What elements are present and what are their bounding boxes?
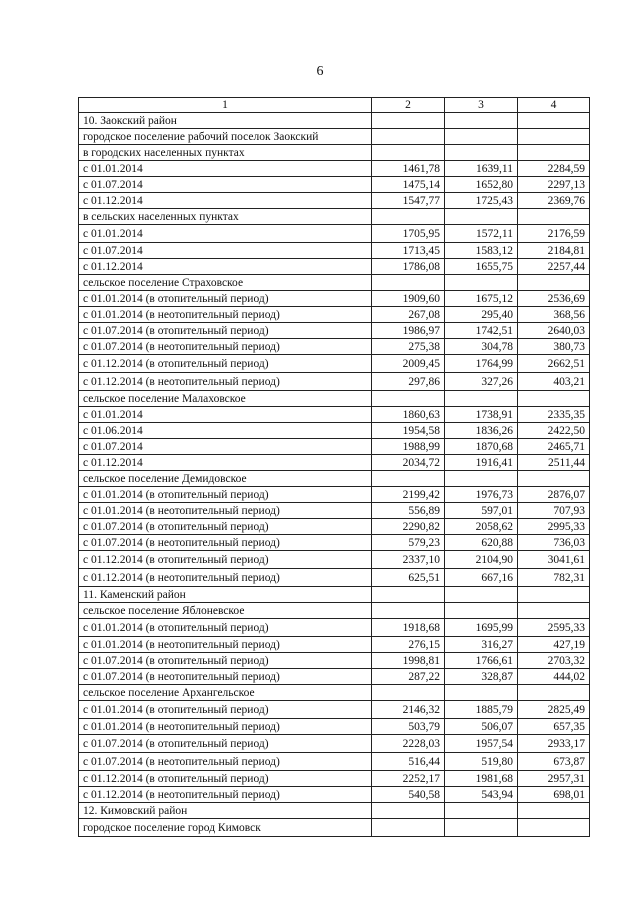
value-cell-col2 [372,603,445,619]
value-cell-col3: 1764,99 [445,355,518,373]
row-label-cell: в сельских населенных пунктах [79,209,372,225]
value-cell-col2: 2290,82 [372,519,445,535]
table-row [79,771,590,787]
value-cell-col4: 380,73 [518,339,590,355]
row-label-cell: с 01.07.2014 (в отопительный период) [79,323,372,339]
value-cell-col2: 297,86 [372,373,445,391]
value-cell-col3 [445,129,518,145]
value-cell-col4: 2284,59 [518,161,590,177]
value-cell-col4: 2640,03 [518,323,590,339]
table-row [79,587,590,603]
value-cell-col3: 597,01 [445,503,518,519]
value-cell-col3: 1836,26 [445,423,518,439]
value-cell-col4: 2184,81 [518,243,590,259]
value-cell-col4: 2335,35 [518,407,590,423]
row-label-cell: с 01.12.2014 [79,259,372,275]
table-row [79,407,590,423]
value-cell-col4: 2995,33 [518,519,590,535]
header-cell-3: 3 [445,98,518,113]
table-row [79,423,590,439]
value-cell-col3 [445,685,518,701]
table-row [79,471,590,487]
value-cell-col3 [445,819,518,837]
row-label-cell: городское поселение город Кимовск [79,819,372,837]
value-cell-col4: 2703,32 [518,653,590,669]
row-label-cell: с 01.01.2014 [79,225,372,243]
value-cell-col4: 2297,13 [518,177,590,193]
row-label-cell: с 01.12.2014 (в неотопительный период) [79,373,372,391]
value-cell-col2: 540,58 [372,787,445,803]
value-cell-col4: 657,35 [518,719,590,735]
value-cell-col4: 403,21 [518,373,590,391]
value-cell-col2: 2009,45 [372,355,445,373]
table-row [79,669,590,685]
row-label-cell: с 01.07.2014 (в неотопительный период) [79,535,372,551]
value-cell-col2: 2146,32 [372,701,445,719]
table-row [79,487,590,503]
row-label-cell: с 01.07.2014 [79,243,372,259]
row-label-cell: с 01.07.2014 (в неотопительный период) [79,339,372,355]
row-label-cell: с 01.01.2014 (в отопительный период) [79,701,372,719]
value-cell-col3 [445,209,518,225]
value-cell-col2 [372,819,445,837]
value-cell-col2: 516,44 [372,753,445,771]
header-cell-2: 2 [372,98,445,113]
value-cell-col2 [372,145,445,161]
value-cell-col4: 2465,71 [518,439,590,455]
value-cell-col2 [372,391,445,407]
table-row [79,503,590,519]
row-label-cell: сельское поселение Яблоневское [79,603,372,619]
row-label-cell: 10. Заокский район [79,113,372,129]
value-cell-col2 [372,209,445,225]
value-cell-col2: 1988,99 [372,439,445,455]
table-row [79,339,590,355]
row-label-cell: с 01.12.2014 (в отопительный период) [79,551,372,569]
row-label-cell: с 01.01.2014 (в отопительный период) [79,487,372,503]
value-cell-col2: 1547,77 [372,193,445,209]
row-label-cell: в городских населенных пунктах [79,145,372,161]
value-cell-col3: 1916,41 [445,455,518,471]
value-cell-col4 [518,471,590,487]
value-cell-col4: 2257,44 [518,259,590,275]
table-row [79,307,590,323]
value-cell-col4: 782,31 [518,569,590,587]
value-cell-col3: 506,07 [445,719,518,735]
value-cell-col2: 2252,17 [372,771,445,787]
table-row [79,803,590,819]
tariff-table-body [79,98,590,837]
row-label-cell: сельское поселение Архангельское [79,685,372,701]
table-row [79,519,590,535]
table-row [79,323,590,339]
table-row [79,701,590,719]
value-cell-col2 [372,685,445,701]
row-label-cell: 11. Каменский район [79,587,372,603]
row-label-cell: с 01.07.2014 (в отопительный период) [79,735,372,753]
header-cell-1: 1 [79,98,372,113]
table-row [79,569,590,587]
table-row [79,275,590,291]
table-row [79,787,590,803]
value-cell-col2: 2228,03 [372,735,445,753]
value-cell-col2: 625,51 [372,569,445,587]
value-cell-col3: 1870,68 [445,439,518,455]
row-label-cell: с 01.12.2014 (в неотопительный период) [79,787,372,803]
table-row [79,439,590,455]
row-label-cell: с 01.07.2014 (в отопительный период) [79,519,372,535]
value-cell-col3 [445,113,518,129]
table-row [79,603,590,619]
value-cell-col2: 1713,45 [372,243,445,259]
value-cell-col3: 1652,80 [445,177,518,193]
value-cell-col4: 2662,51 [518,355,590,373]
table-row [79,145,590,161]
value-cell-col4: 2957,31 [518,771,590,787]
value-cell-col2: 1909,60 [372,291,445,307]
row-label-cell: городское поселение рабочий поселок Заокский [79,129,372,145]
value-cell-col3: 1742,51 [445,323,518,339]
value-cell-col4: 2876,07 [518,487,590,503]
value-cell-col4 [518,603,590,619]
value-cell-col4: 2511,44 [518,455,590,471]
value-cell-col2: 1986,97 [372,323,445,339]
value-cell-col4 [518,145,590,161]
row-label-cell: сельское поселение Страховское [79,275,372,291]
value-cell-col2: 276,15 [372,637,445,653]
value-cell-col3: 304,78 [445,339,518,355]
value-cell-col4 [518,275,590,291]
row-label-cell: с 01.12.2014 (в отопительный период) [79,355,372,373]
value-cell-col2 [372,129,445,145]
value-cell-col3: 1766,61 [445,653,518,669]
value-cell-col2 [372,803,445,819]
value-cell-col3: 1639,11 [445,161,518,177]
value-cell-col2: 1998,81 [372,653,445,669]
value-cell-col3: 1655,75 [445,259,518,275]
value-cell-col2 [372,587,445,603]
row-label-cell: 12. Кимовский район [79,803,372,819]
page-number: 6 [316,64,324,79]
table-row [79,193,590,209]
value-cell-col4 [518,113,590,129]
row-label-cell: с 01.01.2014 [79,407,372,423]
value-cell-col2: 1475,14 [372,177,445,193]
row-label-cell: с 01.01.2014 [79,161,372,177]
table-row [79,637,590,653]
value-cell-col3: 316,27 [445,637,518,653]
value-cell-col3: 519,80 [445,753,518,771]
table-row [79,535,590,551]
value-cell-col3 [445,471,518,487]
value-cell-col3: 1976,73 [445,487,518,503]
row-label-cell: сельское поселение Демидовское [79,471,372,487]
value-cell-col4: 444,02 [518,669,590,685]
value-cell-col4: 673,87 [518,753,590,771]
row-label-cell: с 01.01.2014 (в неотопительный период) [79,719,372,735]
table-row [79,209,590,225]
value-cell-col3: 2058,62 [445,519,518,535]
row-label-cell: сельское поселение Малаховское [79,391,372,407]
value-cell-col3: 328,87 [445,669,518,685]
row-label-cell: с 01.07.2014 (в неотопительный период) [79,753,372,771]
value-cell-col2: 2199,42 [372,487,445,503]
value-cell-col4: 2369,76 [518,193,590,209]
value-cell-col4: 698,01 [518,787,590,803]
table-row [79,161,590,177]
value-cell-col3: 327,26 [445,373,518,391]
value-cell-col4: 707,93 [518,503,590,519]
row-label-cell: с 01.07.2014 (в отопительный период) [79,653,372,669]
row-label-cell: с 01.01.2014 (в неотопительный период) [79,307,372,323]
row-label-cell: с 01.12.2014 (в отопительный период) [79,771,372,787]
table-row [79,685,590,701]
value-cell-col3: 667,16 [445,569,518,587]
table-row [79,753,590,771]
value-cell-col2: 579,23 [372,535,445,551]
table-row [79,455,590,471]
value-cell-col3 [445,391,518,407]
value-cell-col2 [372,113,445,129]
row-label-cell: с 01.01.2014 (в отопительный период) [79,291,372,307]
value-cell-col4: 3041,61 [518,551,590,569]
table-row [79,113,590,129]
row-label-cell: с 01.12.2014 [79,455,372,471]
value-cell-col4: 2422,50 [518,423,590,439]
value-cell-col4 [518,819,590,837]
table-row [79,243,590,259]
table-row [79,373,590,391]
value-cell-col2: 2337,10 [372,551,445,569]
value-cell-col4: 736,03 [518,535,590,551]
value-cell-col2: 1461,78 [372,161,445,177]
table-row [79,551,590,569]
value-cell-col2: 267,08 [372,307,445,323]
row-label-cell: с 01.01.2014 (в отопительный период) [79,619,372,637]
table-row [79,291,590,307]
table-row [79,391,590,407]
value-cell-col4 [518,129,590,145]
header-cell-4: 4 [518,98,590,113]
value-cell-col2: 1705,95 [372,225,445,243]
value-cell-col3: 1885,79 [445,701,518,719]
value-cell-col3: 1957,54 [445,735,518,753]
table-row [79,719,590,735]
row-label-cell: с 01.07.2014 [79,439,372,455]
row-label-cell: с 01.07.2014 [79,177,372,193]
value-cell-col3 [445,275,518,291]
header-row [79,98,590,113]
tariff-table [78,97,590,837]
value-cell-col3 [445,145,518,161]
value-cell-col4 [518,803,590,819]
value-cell-col2: 1954,58 [372,423,445,439]
value-cell-col3: 2104,90 [445,551,518,569]
value-cell-col2 [372,275,445,291]
row-label-cell: с 01.12.2014 [79,193,372,209]
value-cell-col4: 2825,49 [518,701,590,719]
row-label-cell: с 01.07.2014 (в неотопительный период) [79,669,372,685]
table-row [79,225,590,243]
row-label-cell: с 01.01.2014 (в неотопительный период) [79,637,372,653]
value-cell-col4 [518,685,590,701]
value-cell-col3 [445,603,518,619]
value-cell-col2: 275,38 [372,339,445,355]
value-cell-col2: 1786,08 [372,259,445,275]
value-cell-col4: 2176,59 [518,225,590,243]
table-row [79,129,590,145]
value-cell-col4: 427,19 [518,637,590,653]
table-row [79,177,590,193]
value-cell-col3: 1572,11 [445,225,518,243]
row-label-cell: с 01.06.2014 [79,423,372,439]
value-cell-col3: 295,40 [445,307,518,323]
value-cell-col4: 2933,17 [518,735,590,753]
value-cell-col4 [518,391,590,407]
value-cell-col2 [372,471,445,487]
table-row [79,355,590,373]
value-cell-col2: 287,22 [372,669,445,685]
table-row [79,653,590,669]
table-row [79,735,590,753]
value-cell-col3: 1675,12 [445,291,518,307]
value-cell-col3 [445,803,518,819]
value-cell-col2: 2034,72 [372,455,445,471]
value-cell-col2: 503,79 [372,719,445,735]
value-cell-col4 [518,209,590,225]
value-cell-col3: 1695,99 [445,619,518,637]
table-row [79,819,590,837]
value-cell-col4: 2595,33 [518,619,590,637]
value-cell-col4 [518,587,590,603]
value-cell-col2: 1860,63 [372,407,445,423]
value-cell-col3: 620,88 [445,535,518,551]
value-cell-col2: 556,89 [372,503,445,519]
value-cell-col3: 1725,43 [445,193,518,209]
value-cell-col3 [445,587,518,603]
value-cell-col4: 368,56 [518,307,590,323]
value-cell-col4: 2536,69 [518,291,590,307]
value-cell-col3: 1583,12 [445,243,518,259]
table-row [79,619,590,637]
value-cell-col3: 1981,68 [445,771,518,787]
row-label-cell: с 01.12.2014 (в неотопительный период) [79,569,372,587]
value-cell-col3: 543,94 [445,787,518,803]
value-cell-col2: 1918,68 [372,619,445,637]
value-cell-col3: 1738,91 [445,407,518,423]
table-row [79,259,590,275]
row-label-cell: с 01.01.2014 (в неотопительный период) [79,503,372,519]
